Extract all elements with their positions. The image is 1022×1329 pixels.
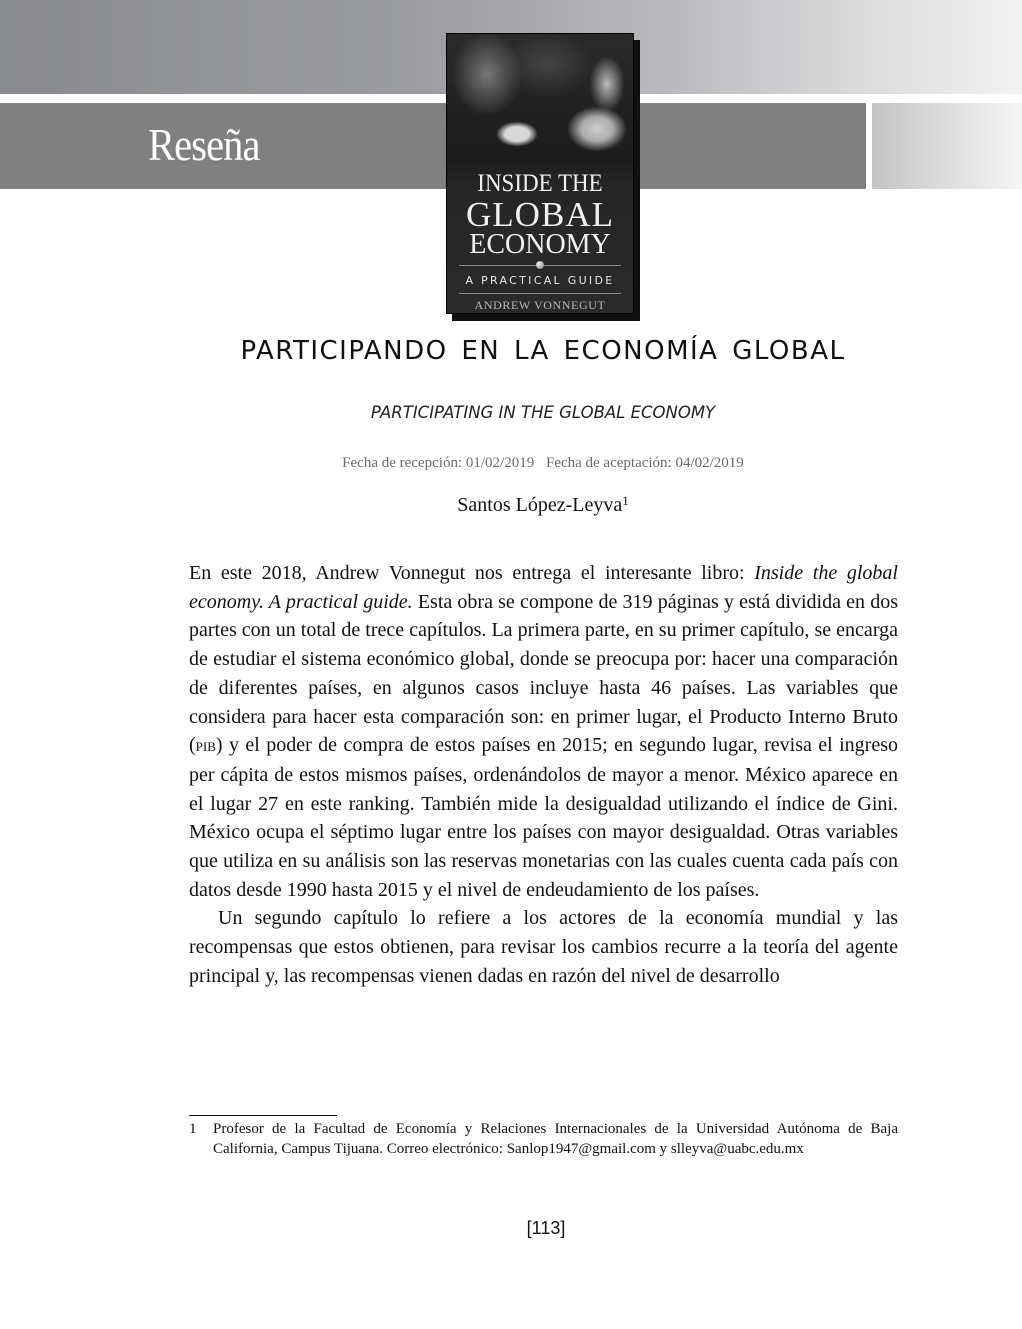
cover-title-line2: GLOBAL (466, 195, 614, 234)
book-title-reference: Inside the global economy. A practical guide. (189, 562, 898, 613)
cover-ornament-icon (536, 261, 544, 269)
article-body (189, 559, 898, 991)
footnote-number: 1 (189, 1121, 197, 1137)
header-band-right (872, 103, 1022, 189)
accepted-date: Fecha de aceptación: 04/02/2019 (545, 455, 744, 471)
book-cover-image (446, 33, 634, 314)
article-author (0, 493, 1022, 517)
page-number: [113] (526, 1218, 566, 1238)
cover-title-line1: INSIDE THE (477, 170, 603, 197)
abbreviation: pib (195, 735, 216, 757)
body-paragraph: Un segundo capítulo lo refiere a los actores de la economía mundial y las recompensas que estos obtienen, para revisar los cambios recurre a la teoría del agente principal y, las recompensas vienen dadas en razón del nivel de desarrollo (189, 907, 898, 987)
footnote (189, 1120, 898, 1159)
cover-divider (459, 293, 621, 294)
body-paragraph: En este 2018, Andrew Vonnegut nos entrega el interesante libro: Inside the global economy. A practical guide. Esta obra se compone de 319 páginas y está dividida en dos partes con un total de trece capítulos. La primera parte, en su primer capítulo, se encarga de estudiar el sistema económico global, donde se preocupa por: hacer una comparación de diferentes países, en algunos casos incluye hasta 46 países. Las variables que considera para hacer esta comparación son: en primer lugar, el Producto Interno Bruto (pib) y el poder de compra de estos países en 2015; en segundo lugar, revisa el ingreso per cápita de estos mismos países, ordenándolos de mayor a menor. México aparece en el lugar 27 en este ranking. También mide la desigualdad utilizando el índice de Gini. México ocupa el séptimo lugar entre los países con mayor desigualdad. Otras variables que utiliza en su análisis son las reservas monetarias con las cuales cuenta cada país con datos desde 1990 hasta 2015 y el nivel de endeudamiento de los países. (189, 562, 898, 901)
footnote-text: Profesor de la Facultad de Economía y Relaciones Internacionales de la Universidad Autónoma de Baja California, Campus Tijuana. Correo electrónico: Sanlop1947@gmail.com y slleyva@uabc.edu.mx (213, 1121, 898, 1157)
article-dates (0, 455, 1022, 472)
cover-subtitle: A PRACTICAL GUIDE (465, 274, 615, 287)
footnote-marker[interactable]: 1 (622, 493, 629, 508)
cover-title-line3: ECONOMY (469, 229, 611, 260)
cover-author: ANDREW VONNEGUT (474, 298, 606, 312)
article-title: PARTICIPANDO EN LA ECONOMÍA GLOBAL (240, 336, 846, 366)
received-date: Fecha de recepción: 01/02/2019 (342, 455, 535, 471)
section-label: Reseña (148, 119, 260, 170)
footnote-divider (189, 1115, 337, 1116)
article-subtitle: PARTICIPATING IN THE GLOBAL ECONOMY (370, 403, 716, 423)
header-band-main (0, 103, 866, 189)
author-name: Santos López-Leyva (457, 494, 623, 516)
